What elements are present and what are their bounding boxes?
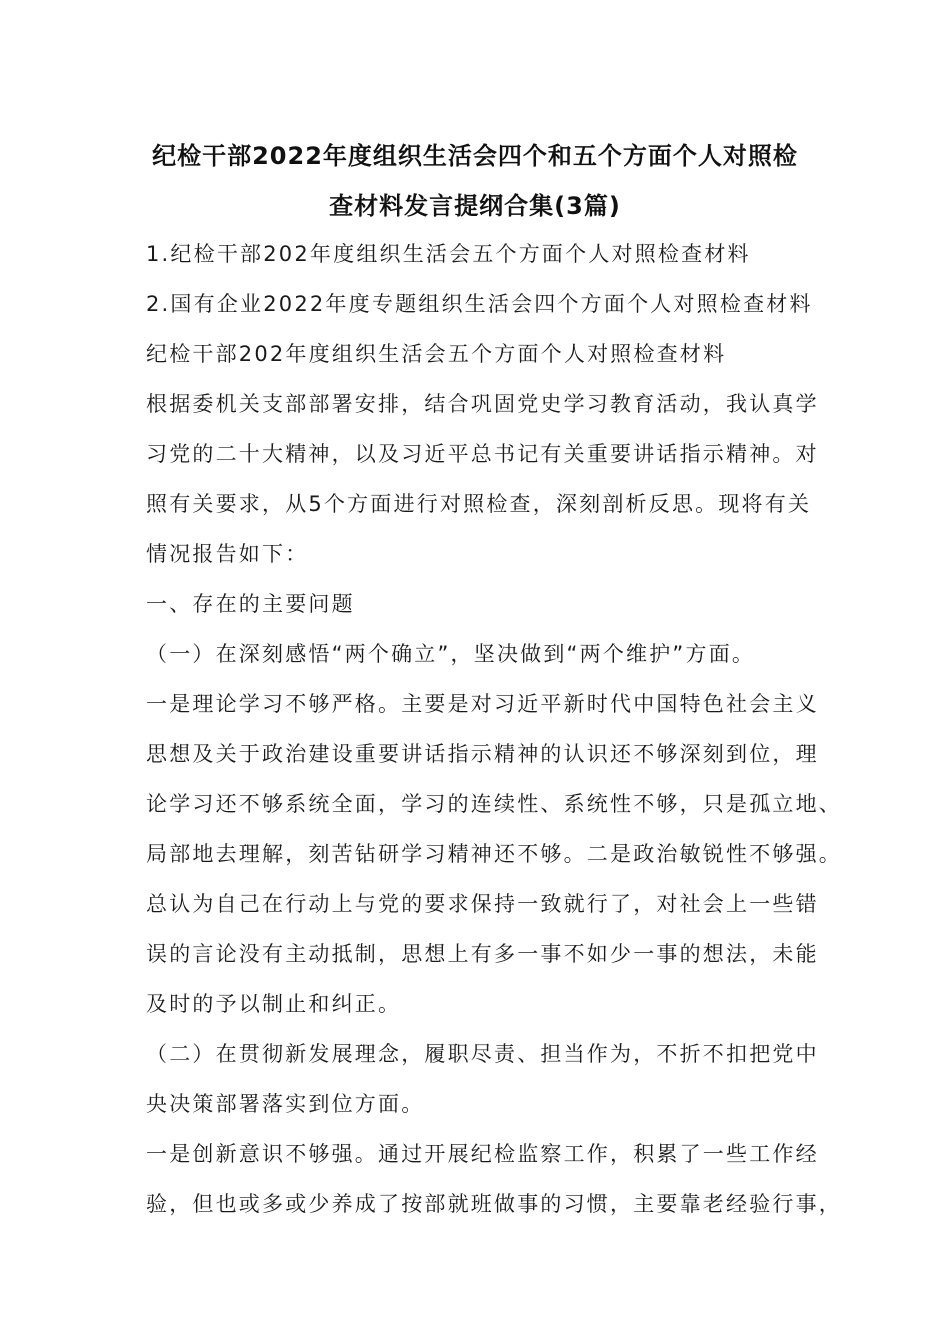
paragraph-line: 误的言论没有主动抵制，思想上有多一事不如少一事的想法，未能 bbox=[146, 942, 819, 966]
document-title-line-1: 纪检干部2022年度组织生活会四个和五个方面个人对照检 bbox=[152, 142, 798, 170]
paragraph-line: 一是创新意识不够强。通过开展纪检监察工作，积累了一些工作经 bbox=[146, 1142, 819, 1166]
paragraph-line: 根据委机关支部部署安排，结合巩固党史学习教育活动，我认真学 bbox=[146, 392, 819, 416]
paragraph-line: 及时的予以制止和纠正。 bbox=[146, 992, 402, 1016]
subheading-item-1: （一）在深刻感悟“两个确立”，坚决做到“两个维护”方面。 bbox=[146, 642, 756, 666]
document-title-line-2: 查材料发言提纲合集(3篇) bbox=[329, 192, 621, 220]
paragraph-line: 论学习还不够系统全面，学习的连续性、系统性不够，只是孤立地、 bbox=[146, 792, 842, 816]
toc-item-2: 2.国有企业2022年度专题组织生活会四个方面个人对照检查材料 bbox=[146, 292, 813, 316]
paragraph-line: 总认为自己在行动上与党的要求保持一致就行了，对社会上一些错 bbox=[146, 892, 819, 916]
subheading-problems: 一、存在的主要问题 bbox=[146, 592, 355, 616]
paragraph-line: 局部地去理解，刻苦钻研学习精神还不够。二是政治敏锐性不够强。 bbox=[146, 842, 842, 866]
paragraph-line: 情况报告如下： bbox=[146, 542, 309, 566]
subheading-item-2-cont: 央决策部署落实到位方面。 bbox=[146, 1092, 425, 1116]
paragraph-line: 一是理论学习不够严格。主要是对习近平新时代中国特色社会主义 bbox=[146, 692, 819, 716]
paragraph-line: 思想及关于政治建设重要讲话指示精神的认识还不够深刻到位，理 bbox=[146, 742, 819, 766]
section-heading: 纪检干部202年度组织生活会五个方面个人对照检查材料 bbox=[146, 342, 727, 366]
paragraph-line: 习党的二十大精神，以及习近平总书记有关重要讲话指示精神。对 bbox=[146, 442, 819, 466]
toc-item-1: 1.纪检干部202年度组织生活会五个方面个人对照检查材料 bbox=[146, 242, 751, 266]
subheading-item-2: （二）在贯彻新发展理念，履职尽责、担当作为，不折不扣把党中 bbox=[146, 1042, 819, 1066]
paragraph-line: 验，但也或多或少养成了按部就班做事的习惯，主要靠老经验行事， bbox=[146, 1192, 842, 1216]
paragraph-line: 照有关要求，从5个方面进行对照检查，深刻剖析反思。现将有关 bbox=[146, 492, 812, 516]
